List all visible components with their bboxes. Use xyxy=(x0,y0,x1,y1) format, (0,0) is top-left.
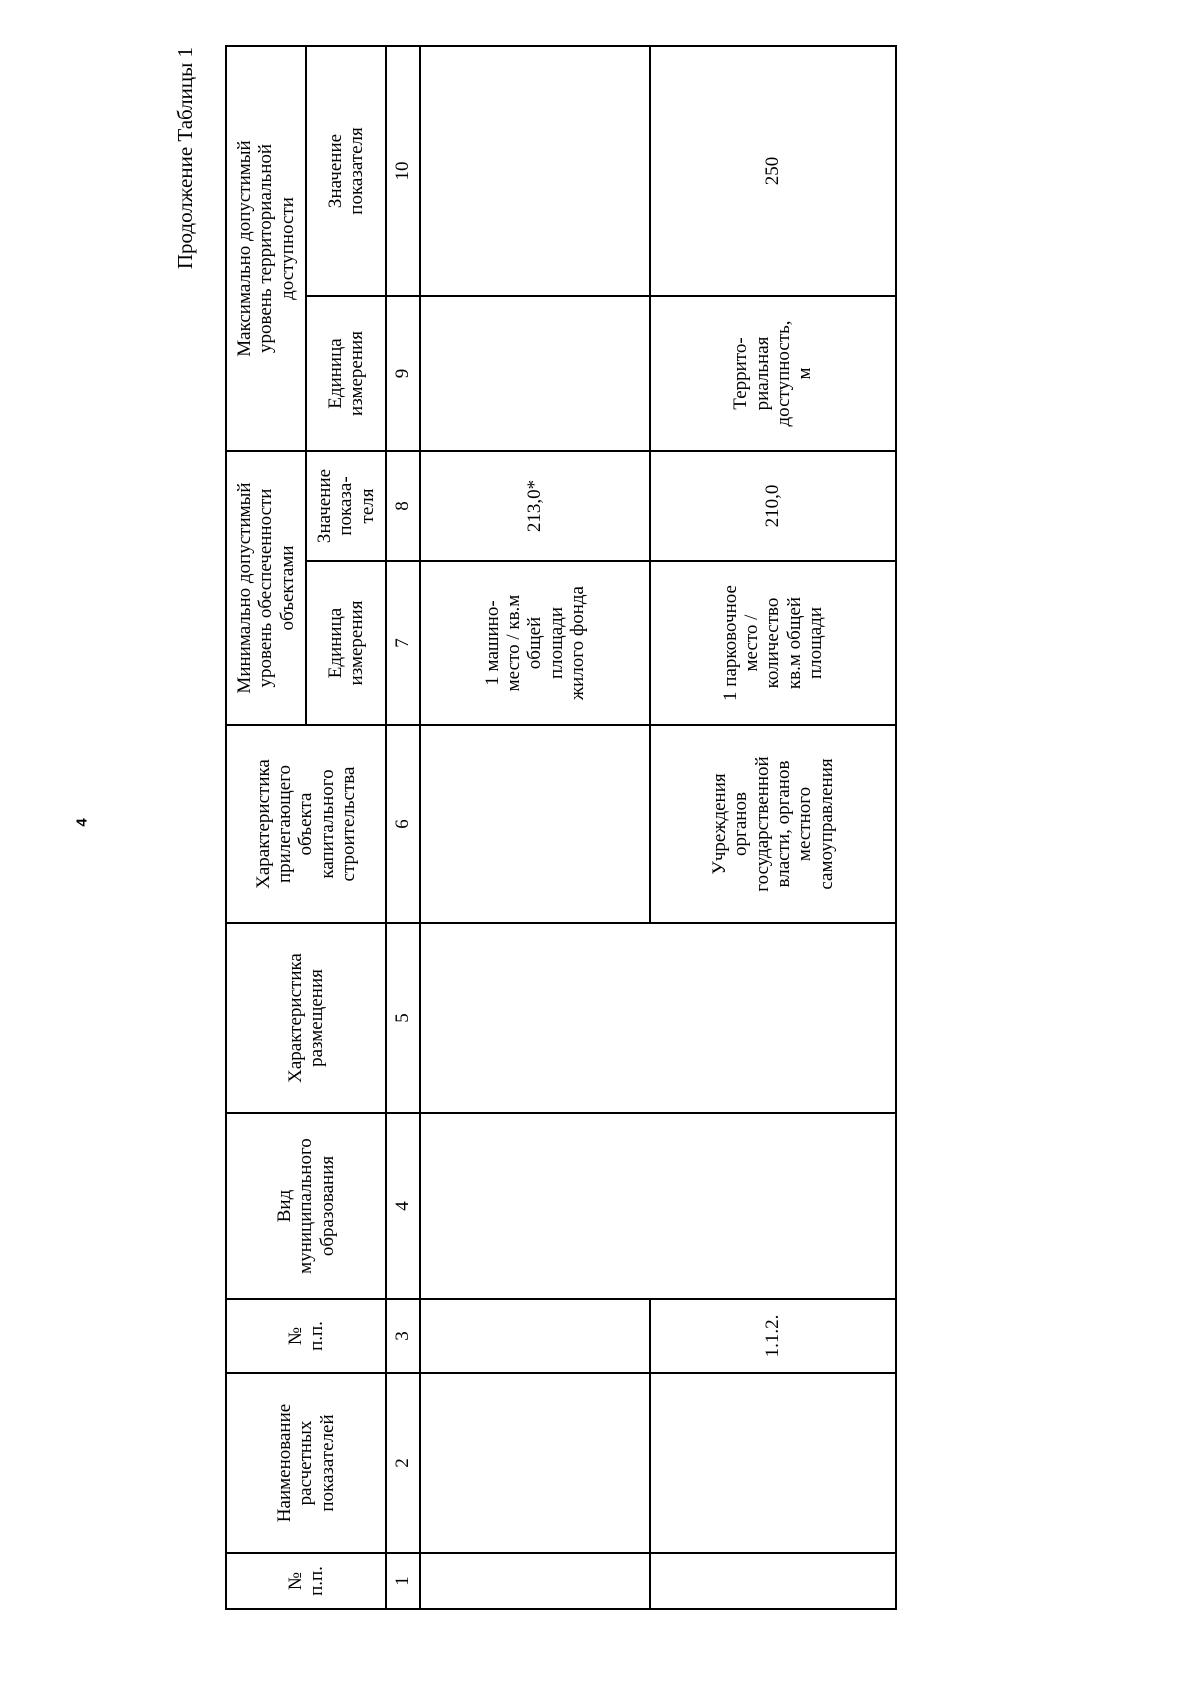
cell-col6: Учреждения органов государственной власти, органов местного самоуправления xyxy=(650,725,896,923)
page-number: 4 xyxy=(73,818,91,827)
cell-col8: 213,0* xyxy=(420,451,650,561)
cell-col7: 1 машино- место / кв.м общей площади жилого фонда xyxy=(420,561,650,725)
column-number: 8 xyxy=(386,451,420,561)
cell-col2 xyxy=(650,1373,896,1553)
header-col2: Наименование расчетных показателей xyxy=(226,1373,386,1553)
cell-col2 xyxy=(420,1373,650,1553)
cell-col10: 250 xyxy=(650,46,896,296)
cell-col7: 1 парковочное место / количество кв.м общей площади xyxy=(650,561,896,725)
column-number: 4 xyxy=(386,1113,420,1299)
cell-col1 xyxy=(650,1553,896,1609)
cell-col9: Террито- риальная доступность, м xyxy=(650,296,896,451)
header-col1: № п.п. xyxy=(226,1553,386,1609)
cell-col5-merged xyxy=(420,923,896,1113)
landscape-page-content xyxy=(173,47,895,1610)
column-number: 7 xyxy=(386,561,420,725)
cell-col8: 210,0 xyxy=(650,451,896,561)
header-col3: № п.п. xyxy=(226,1299,386,1373)
header-group-max: Максимально допустимый уровень территориальной доступности xyxy=(226,46,306,451)
header-col10: Значение показателя xyxy=(306,46,386,296)
table-row xyxy=(650,46,896,1609)
cell-col9 xyxy=(420,296,650,451)
column-number: 5 xyxy=(386,923,420,1113)
column-number: 1 xyxy=(386,1553,420,1609)
table-row xyxy=(420,46,650,1609)
header-col6: Характеристика прилегающего объекта капитального строительства xyxy=(226,725,386,923)
header-col8: Значение показа- теля xyxy=(306,451,386,561)
cell-col1 xyxy=(420,1553,650,1609)
header-col4: Вид муниципального образования xyxy=(226,1113,386,1299)
continuation-label: Продолжение Таблицы 1 xyxy=(173,47,197,270)
column-number: 6 xyxy=(386,725,420,923)
header-col5: Характеристика размещения xyxy=(226,923,386,1113)
cell-col10 xyxy=(420,46,650,296)
header-col7: Единица измерения xyxy=(306,561,386,725)
header-group-min: Минимально допустимый уровень обеспеченности объектами xyxy=(226,451,306,725)
header-col9: Единица измерения xyxy=(306,296,386,451)
parameters-table xyxy=(225,45,897,1610)
cell-col3 xyxy=(420,1299,650,1373)
column-number: 3 xyxy=(386,1299,420,1373)
column-number: 10 xyxy=(386,46,420,296)
cell-col6 xyxy=(420,725,650,923)
column-number: 9 xyxy=(386,296,420,451)
column-number: 2 xyxy=(386,1373,420,1553)
cell-col3: 1.1.2. xyxy=(650,1299,896,1373)
cell-col4-merged xyxy=(420,1113,896,1299)
